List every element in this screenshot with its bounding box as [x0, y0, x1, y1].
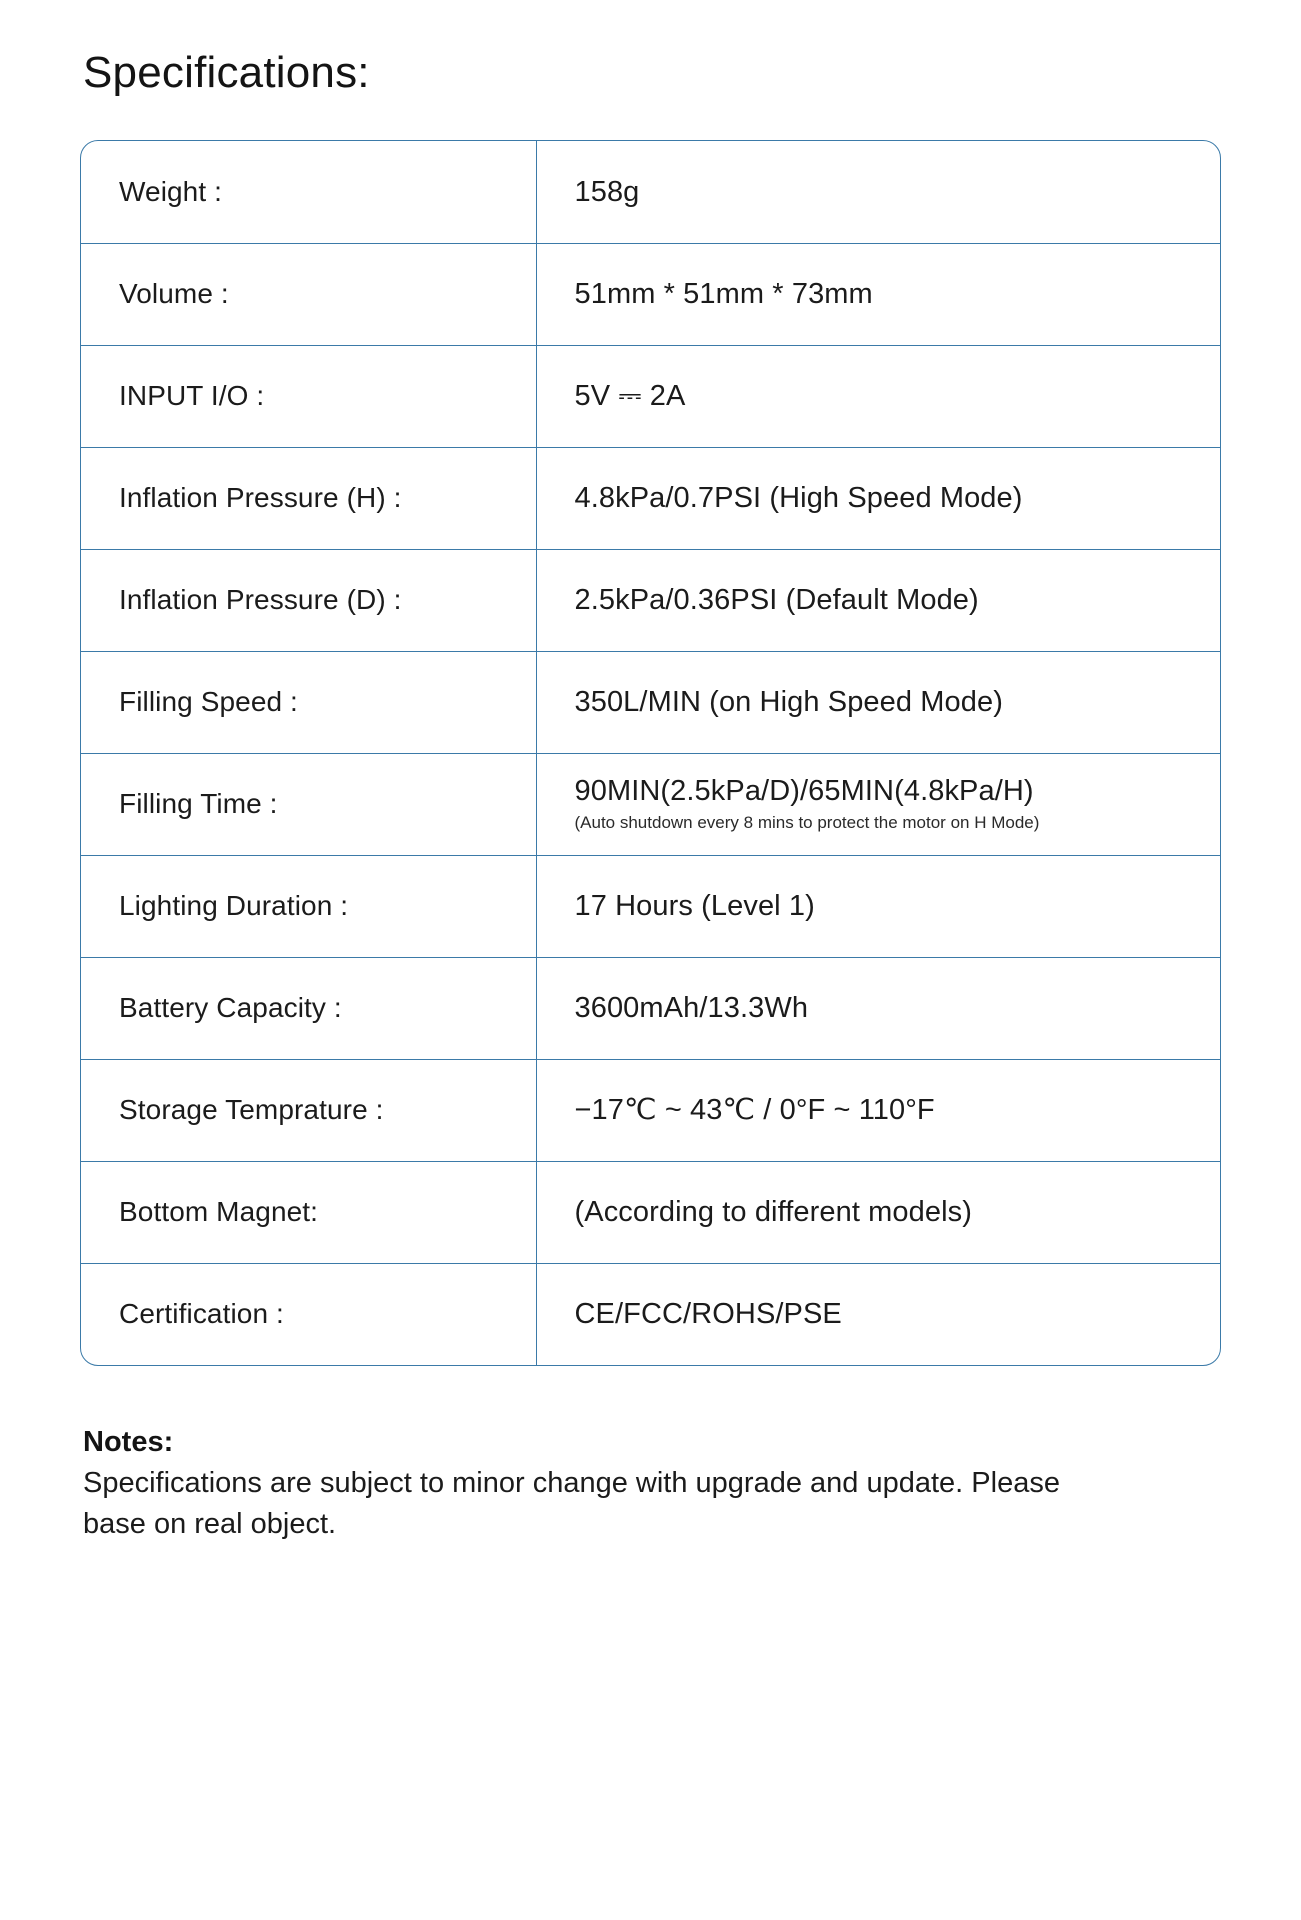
spec-label-filling-speed: Filling Speed : — [81, 651, 536, 753]
table-row — [81, 345, 1220, 447]
table-row — [81, 1059, 1220, 1161]
spec-value-main: 4.8kPa/0.7PSI (High Speed Mode) — [574, 481, 1023, 514]
spec-value-certification — [536, 1263, 1220, 1365]
spec-label-volume: Volume : — [81, 243, 536, 345]
table-row — [81, 549, 1220, 651]
spec-label-weight: Weight : — [81, 141, 536, 243]
spec-value-main: 2.5kPa/0.36PSI (Default Mode) — [574, 583, 979, 616]
spec-value-main: 3600mAh/13.3Wh — [574, 991, 809, 1024]
spec-label-certification: Certification : — [81, 1263, 536, 1365]
spec-value-main: 17 Hours (Level 1) — [574, 889, 815, 922]
spec-value-main: CE/FCC/ROHS/PSE — [574, 1298, 842, 1331]
spec-value-main: 51mm * 51mm * 73mm — [574, 277, 873, 310]
page-title: Specifications: — [83, 48, 370, 97]
spec-value-bottom-magnet — [536, 1161, 1220, 1263]
spec-value-lighting-duration — [536, 855, 1220, 957]
spec-value-main: 350L/MIN (on High Speed Mode) — [574, 685, 1003, 718]
table-row — [81, 141, 1220, 243]
table-row — [81, 855, 1220, 957]
spec-value-filling-speed — [536, 651, 1220, 753]
spec-value-battery-capacity — [536, 957, 1220, 1059]
spec-value-main: 5V ⎓ 2A — [574, 379, 686, 412]
spec-value-inflation-pressure-h — [536, 447, 1220, 549]
spec-label-storage-temprature: Storage Temprature : — [81, 1059, 536, 1161]
specifications-table — [80, 140, 1221, 1366]
spec-value-main: 158g — [574, 175, 640, 208]
notes-section — [80, 1426, 1221, 1545]
spec-label-inflation-pressure-d: Inflation Pressure (D) : — [81, 549, 536, 651]
spec-value-main: −17℃ ~ 43℃ / 0°F ~ 110°F — [574, 1093, 935, 1126]
spec-value-filling-time — [536, 753, 1220, 855]
spec-label-battery-capacity: Battery Capacity : — [81, 957, 536, 1059]
spec-label-inflation-pressure-h: Inflation Pressure (H) : — [81, 447, 536, 549]
spec-value-input-io — [536, 345, 1220, 447]
spec-value-main: (According to different models) — [574, 1195, 972, 1228]
notes-title: Notes: — [83, 1426, 174, 1458]
spec-value-note: (Auto shutdown every 8 mins to protect the motor on H Mode) — [574, 813, 1040, 833]
spec-value-volume — [536, 243, 1220, 345]
table-row — [81, 1161, 1220, 1263]
table-row — [81, 957, 1220, 1059]
table-row — [81, 447, 1220, 549]
table-row — [81, 753, 1220, 855]
spec-label-bottom-magnet: Bottom Magnet: — [81, 1161, 536, 1263]
table-row — [81, 1263, 1220, 1365]
spec-value-weight — [536, 141, 1220, 243]
table-row — [81, 651, 1220, 753]
spec-label-filling-time: Filling Time : — [81, 753, 536, 855]
spec-label-lighting-duration: Lighting Duration : — [81, 855, 536, 957]
notes-body: Specifications are subject to minor change with upgrade and update. Please base on real object. — [83, 1467, 1060, 1541]
spec-value-inflation-pressure-d — [536, 549, 1220, 651]
spec-value-storage-temprature — [536, 1059, 1220, 1161]
spec-label-input-io: INPUT I/O : — [81, 345, 536, 447]
spec-value-main: 90MIN(2.5kPa/D)/65MIN(4.8kPa/H) — [574, 774, 1034, 807]
table-row — [81, 243, 1220, 345]
